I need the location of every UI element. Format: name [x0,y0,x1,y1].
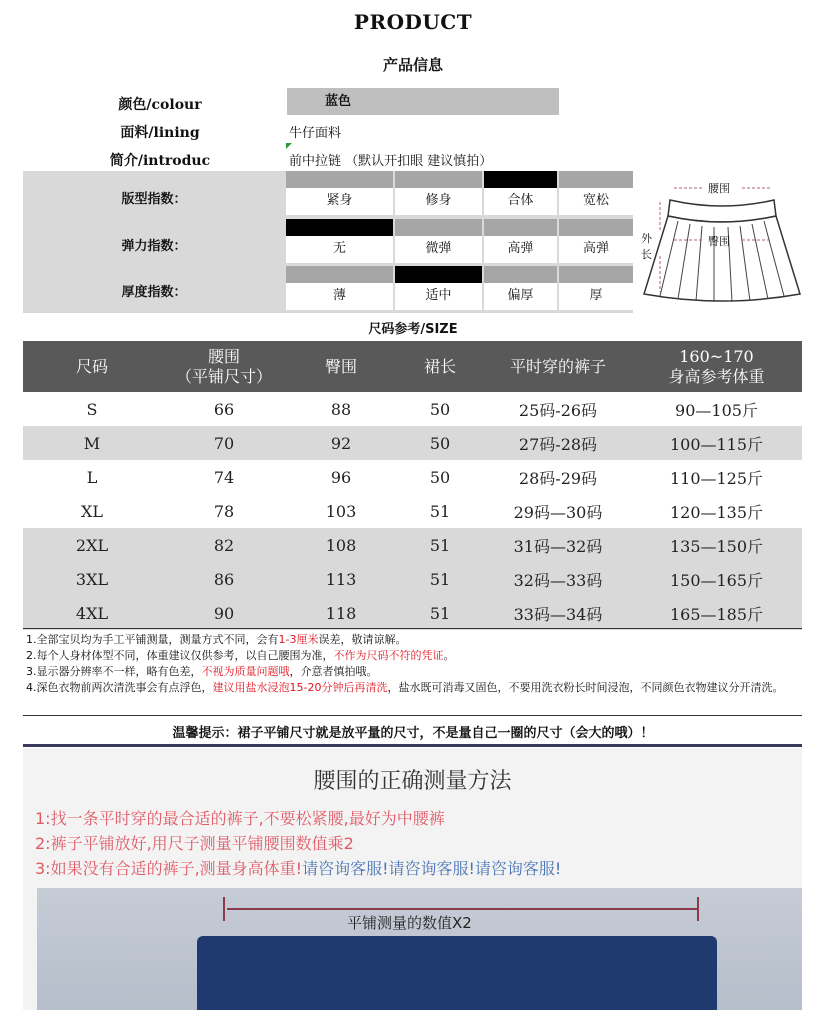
cell-size: L [86,467,98,487]
table-header-row [23,341,802,392]
fit-option: 宽松 [559,171,633,215]
cell-weight: 90—105斤 [675,400,758,420]
stretch-option: 微弹 [395,219,482,263]
hip-label: 臀围 [708,235,730,248]
stretch-option: 高弹 [559,219,633,263]
cell-length: 50 [429,467,451,487]
cell-hip: 108 [287,528,395,562]
cell-pants-size: 32码—33码 [485,562,631,596]
stretch-scale [286,219,633,263]
cell-waist: 70 [161,426,287,460]
intro-value: 前中拉链 （默认开扣眼 建议慎拍） [289,154,493,169]
cell-hip: 103 [325,501,357,521]
jeans-waistband [197,936,717,1010]
cell-weight: 165—185斤 [631,596,802,630]
intro-label: 简介/introduc [109,153,211,169]
table-row [23,426,802,460]
cell-pants-size: 29码—30码 [513,502,603,522]
page-subtitle: 产品信息 [382,56,443,74]
table-row [23,460,802,494]
cell-size: 4XL [23,596,161,630]
thickness-option: 厚 [559,266,633,310]
arrow-right-tick [697,897,699,921]
colour-value: 蓝色 [287,88,559,115]
cell-hip: 88 [330,399,352,419]
thickness-option: 偏厚 [484,266,557,310]
arrow-left-tick [223,897,225,921]
divider [23,744,802,747]
cell-length: 51 [395,528,485,562]
note-1: 1.全部宝贝均为手工平铺测量，测量方式不同，会有1-3厘米误差，敬请谅解。 [26,633,407,646]
jeans-photo [37,888,802,1010]
length-label-2: 长 [641,248,652,261]
fit-bar [559,171,633,188]
measure-arrow-label: 平铺测量的数值X2 [347,914,472,932]
cell-weight: 110—125斤 [669,468,764,488]
col-header-pants-size: 平时穿的裤子 [485,341,631,392]
stretch-option-selected: 无 [286,219,393,263]
thickness-option: 薄 [286,266,393,310]
measure-step-2: 2:裤子平铺放好,用尺子测量平铺腰围数值乘2 [35,834,354,853]
cell-weight: 120—135斤 [669,502,764,522]
cell-pants-size: 28码-29码 [518,468,598,488]
cell-length: 50 [429,399,451,419]
stretch-bar [484,219,557,236]
cell-size: XL [80,501,103,521]
cell-pants-size: 31码—32码 [485,528,631,562]
stretch-bar [559,219,633,236]
cell-size: M [23,426,161,460]
table-row [23,528,802,562]
cell-weight: 150—165斤 [631,562,802,596]
page-title: PRODUCT [353,10,473,34]
stretch-option: 高弹 [484,219,557,263]
col-header-hip: 臀围 [287,341,395,392]
cell-hip: 92 [287,426,395,460]
cell-size: 2XL [23,528,161,562]
length-label-1: 外 [641,232,652,245]
cell-hip: 113 [287,562,395,596]
thickness-index-label: 厚度指数： [121,285,187,300]
cell-waist: 66 [213,399,235,419]
cell-hip: 96 [330,467,352,487]
fit-option: 修身 [395,171,482,215]
skirt-diagram [638,176,806,316]
note-2: 2.每个人身材体型不同，体重建议仅供参考，以自己腰围为准，不作为尺码不符的凭证。 [26,649,455,662]
stretch-index-label: 弹力指数： [121,239,187,254]
thickness-bar [559,266,633,283]
col-header-length: 裙长 [395,341,485,392]
cell-pants-size: 25码-26码 [518,400,598,420]
stretch-bar-selected [286,219,393,236]
notes [23,630,802,696]
cell-length: 50 [395,426,485,460]
warm-tip: 温馨提示：裙子平铺尺寸就是放平量的尺寸，不是量自己一圈的尺寸（会大的哦）！ [172,726,654,741]
fit-bar [286,171,393,188]
measure-guide-image [23,748,802,1010]
measure-step-1: 1:找一条平时穿的最合适的裤子,不要松紧腰,最好为中腰裤 [35,809,445,828]
fit-bar-selected [484,171,557,188]
col-header-size: 尺码 [23,341,161,392]
fit-bar [395,171,482,188]
thickness-bar [484,266,557,283]
thickness-scale [286,266,633,310]
table-row [23,596,802,630]
col-header-weight: 160~170 身高参考体重 [631,341,802,392]
cell-pants-size: 27码-28码 [485,426,631,460]
fit-option: 紧身 [286,171,393,215]
cell-pants-size: 33码—34码 [485,596,631,630]
fit-option-selected: 合体 [484,171,557,215]
col-header-waist: 腰围 （平铺尺寸） [161,341,287,392]
cell-size: 3XL [23,562,161,596]
cell-weight: 135—150斤 [631,528,802,562]
corner-marker-icon [286,143,292,149]
lining-value: 牛仔面料 [289,126,342,141]
note-3: 3.显示器分辨率不一样，略有色差，不视为质量问题哦，介意者慎拍哦。 [26,665,378,678]
cell-hip: 118 [287,596,395,630]
colour-label: 颜色/colour [118,97,202,113]
cell-length: 51 [429,501,451,521]
cell-waist: 78 [213,501,235,521]
fit-scale [286,171,633,215]
table-row [23,494,802,528]
cell-waist: 74 [213,467,235,487]
stretch-bar [395,219,482,236]
waist-label: 腰围 [708,182,730,195]
fit-index-label: 版型指数： [121,192,187,207]
cell-size: S [86,399,98,419]
thickness-option-selected: 适中 [395,266,482,310]
measure-arrow-icon [227,908,697,910]
cell-weight: 100—115斤 [631,426,802,460]
size-section-title: 尺码参考/SIZE [368,322,458,337]
cell-waist: 90 [161,596,287,630]
table-row [23,562,802,596]
cell-waist: 86 [161,562,287,596]
measure-step-3: 3:如果没有合适的裤子,测量身高体重!请咨询客服!请咨询客服!请咨询客服! [35,859,562,878]
cell-length: 51 [395,562,485,596]
table-row [23,392,802,426]
note-4: 4.深色衣物前两次清洗事会有点浮色，建议用盐水浸泡15-20分钟后再清洗，盐水既可消毒又固色，不要用洗衣粉长时间浸泡，不同颜色衣物建议分开清洗。 [26,681,784,694]
cell-waist: 82 [161,528,287,562]
size-table [23,341,802,630]
thickness-bar-selected [395,266,482,283]
thickness-bar [286,266,393,283]
cell-length: 51 [395,596,485,630]
measure-title: 腰围的正确测量方法 [313,769,512,794]
lining-label: 面料/lining [120,125,200,141]
